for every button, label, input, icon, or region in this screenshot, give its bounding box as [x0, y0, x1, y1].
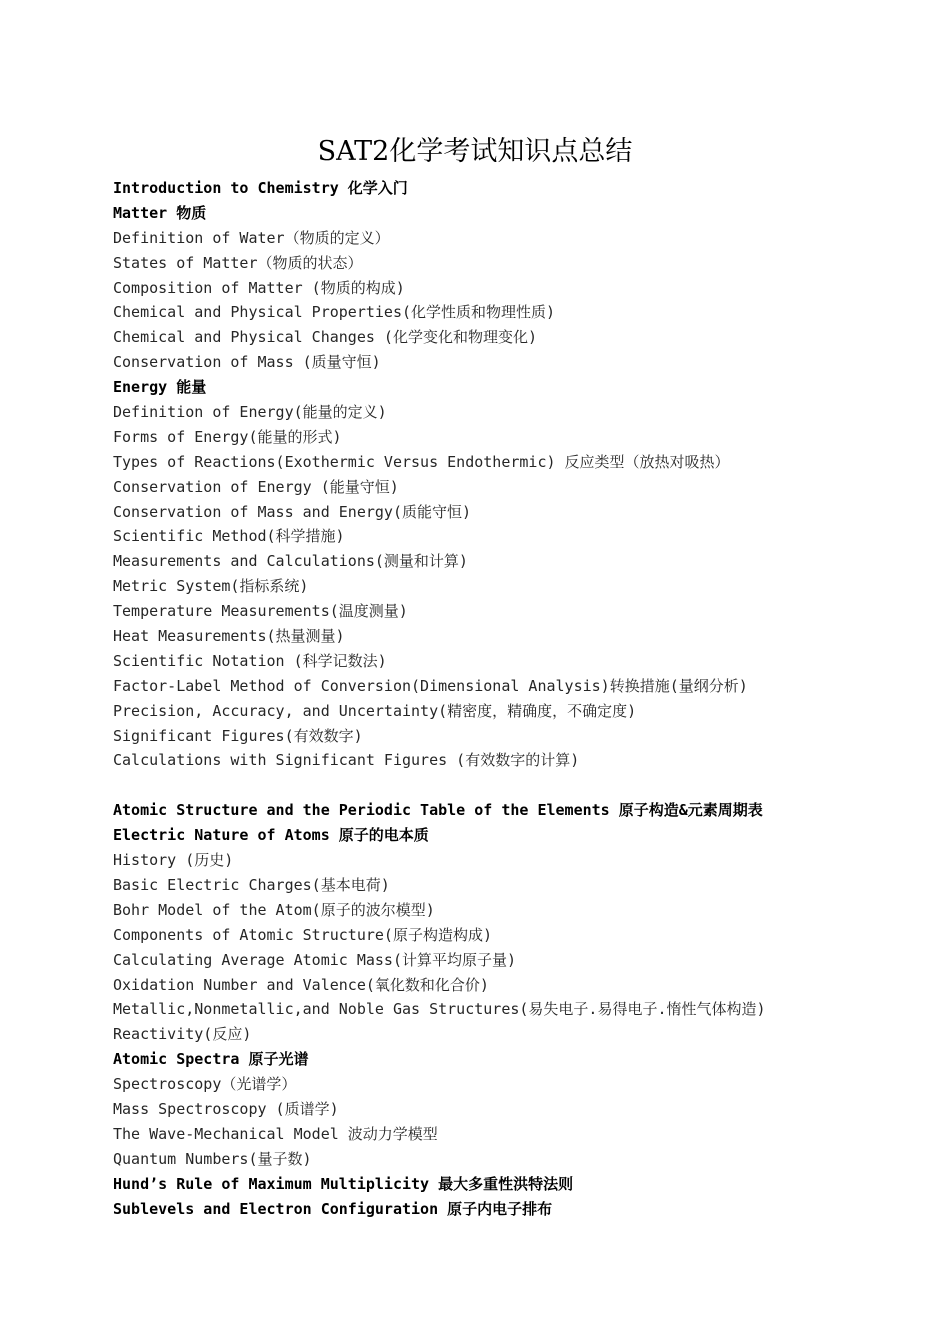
section-heading: Electric Nature of Atoms 原子的电本质	[113, 826, 429, 845]
topic-line: Definition of Water（物质的定义）	[113, 228, 390, 247]
topic-line: Bohr Model of the Atom(原子的波尔模型)	[113, 900, 435, 919]
section-heading: Sublevels and Electron Configuration 原子内电子排布	[113, 1199, 553, 1218]
topic-line: Quantum Numbers(量子数)	[113, 1149, 312, 1168]
section-heading: Atomic Structure and the Periodic Table of the Elements 原子构造&元素周期表	[113, 801, 763, 820]
topic-line: Temperature Measurements(温度测量)	[113, 602, 408, 621]
document-title: SAT2化学考试知识点总结	[317, 136, 633, 167]
topic-line: Conservation of Mass (质量守恒)	[113, 353, 381, 372]
document-body	[113, 176, 913, 1221]
topic-line: Definition of Energy(能量的定义)	[113, 403, 387, 422]
topic-line: Conservation of Energy (能量守恒)	[113, 477, 399, 496]
topic-line: Composition of Matter (物质的构成)	[113, 278, 405, 297]
topic-line: Calculating Average Atomic Mass(计算平均原子量)	[113, 950, 517, 969]
topic-line: Types of Reactions(Exothermic Versus Endothermic) 反应类型（放热对吸热）	[113, 452, 730, 471]
topic-line: The Wave-Mechanical Model 波动力学模型	[113, 1124, 438, 1143]
topic-line: Scientific Notation (科学记数法)	[113, 651, 387, 670]
topic-line: Reactivity(反应)	[113, 1025, 252, 1044]
topic-line: Chemical and Physical Changes (化学变化和物理变化)	[113, 328, 537, 347]
section-heading: Introduction to Chemistry 化学入门	[113, 179, 408, 197]
section-heading: Atomic Spectra 原子光谱	[113, 1050, 309, 1069]
topic-line: Scientific Method(科学措施)	[113, 527, 345, 546]
blank-line	[113, 773, 913, 798]
topic-line: Metallic,Nonmetallic,and Noble Gas Structures(易失电子.易得电子.惰性气体构造)	[113, 1000, 766, 1019]
topic-line: Oxidation Number and Valence(氧化数和化合价)	[113, 975, 489, 994]
topic-line: Factor-Label Method of Conversion(Dimensional Analysis)转换措施(量纲分析)	[113, 676, 748, 695]
topic-line: States of Matter（物质的状态）	[113, 253, 363, 272]
section-heading: Matter 物质	[113, 203, 207, 222]
topic-line: Metric System(指标系统)	[113, 577, 309, 596]
topic-line: Forms of Energy(能量的形式)	[113, 427, 342, 446]
topic-line: Calculations with Significant Figures (有效数字的计算)	[113, 751, 580, 770]
topic-line: Significant Figures(有效数字)	[113, 726, 363, 745]
topic-line: Basic Electric Charges(基本电荷)	[113, 875, 390, 894]
topic-line: Measurements and Calculations(测量和计算)	[113, 552, 468, 571]
topic-line: Precision, Accuracy, and Uncertainty(精密度，精确度，不确定度)	[113, 701, 637, 720]
topic-line: Components of Atomic Structure(原子构造构成)	[113, 925, 492, 944]
topic-line: Spectroscopy（光谱学）	[113, 1075, 297, 1094]
topic-line: Heat Measurements(热量测量)	[113, 627, 345, 646]
topic-line: Conservation of Mass and Energy(质能守恒)	[113, 502, 472, 521]
topic-line: History (历史)	[113, 851, 234, 870]
topic-line: Mass Spectroscopy (质谱学)	[113, 1099, 339, 1118]
section-heading: Energy 能量	[113, 378, 207, 397]
section-heading: Hund’s Rule of Maximum Multiplicity 最大多重性洪特法则	[113, 1174, 574, 1193]
topic-line: Chemical and Physical Properties(化学性质和物理性质)	[113, 303, 556, 322]
